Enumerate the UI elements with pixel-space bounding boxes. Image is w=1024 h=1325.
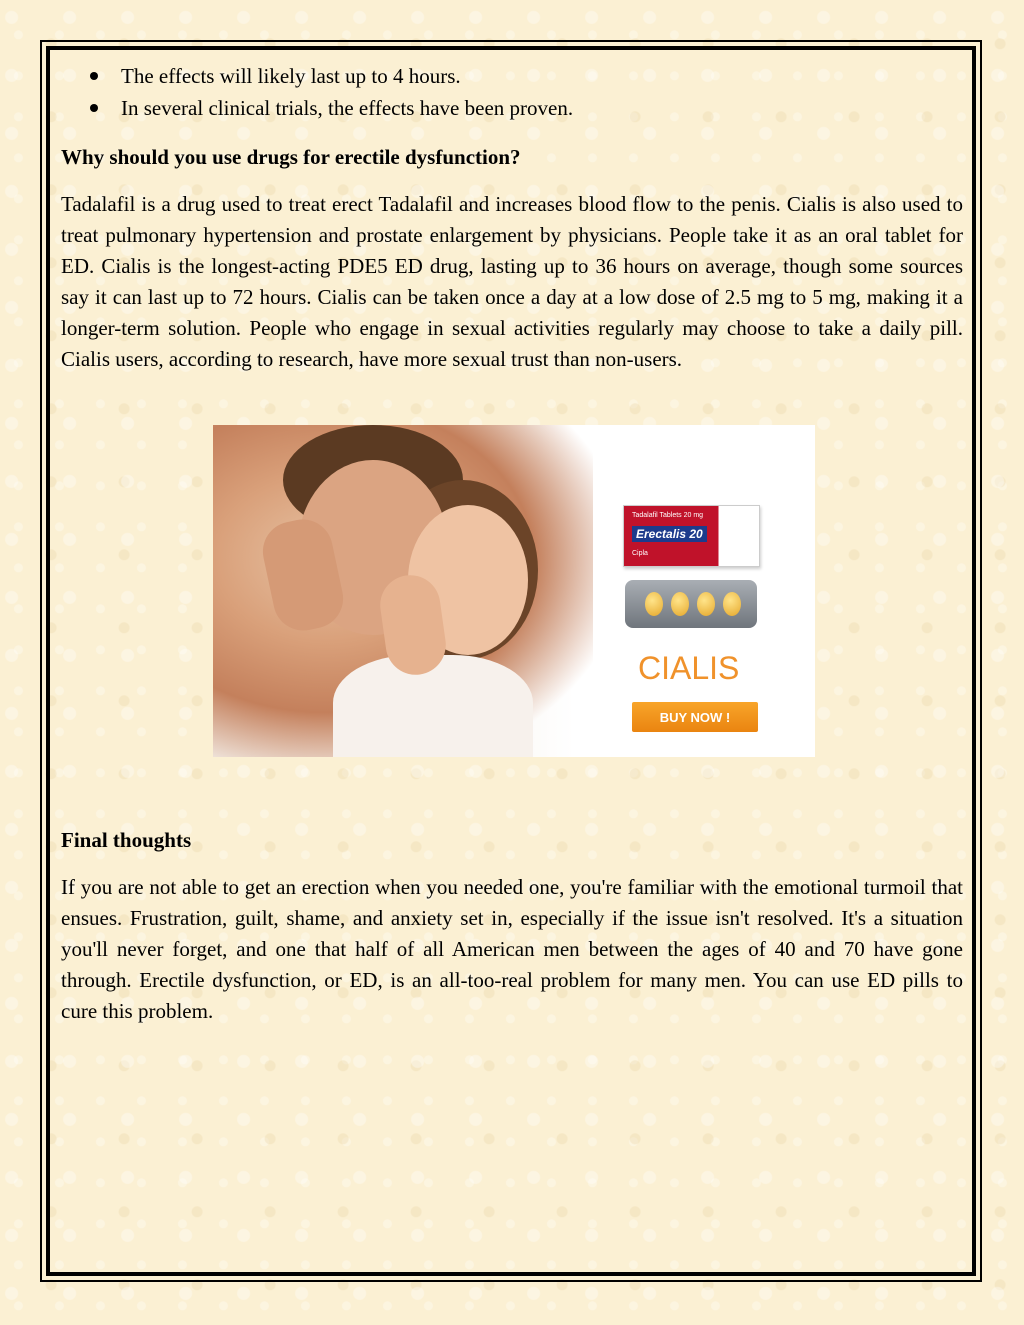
section-heading-why: Why should you use drugs for erectile dysfunction?	[61, 145, 521, 169]
pill-icon	[723, 592, 741, 616]
list-item	[61, 60, 963, 92]
section-heading-final: Final thoughts	[61, 828, 192, 852]
list-item	[61, 92, 963, 124]
couple-photo	[213, 425, 593, 757]
section-body-why: Tadalafil is a drug used to treat erect Tadalafil and increases blood flow to the penis. Cialis is also used to treat pulmonary hypertension and prostate enlargement by physicians. People take it as an oral tablet for ED. Cialis is the longest-acting PDE5 ED drug, lasting up to 36 hours on average, though some sources say it can last up to 72 hours. Cialis can be taken once a day at a low dose of 2.5 mg to 5 mg, making it a longer-term solution. People who engage in sexual activities regularly may choose to take a daily pill. Cialis users, according to research, have more sexual trust than non-users.	[61, 192, 963, 371]
section-body-final: If you are not able to get an erection when you needed one, you're familiar with the emotional turmoil that ensues. Frustration, guilt, shame, and anxiety set in, especially if the issue isn't resolved. It's a situation you'll never forget, and one that half of all American men between the ages of 40 and 70 have gone through. Erectile dysfunction, or ED, is an all-too-real problem for many men. You can use ED pills to cure this problem.	[61, 875, 963, 1023]
bullet-icon	[90, 72, 98, 80]
box-small-text: Tadalafil Tablets 20 mg	[632, 512, 704, 519]
product-box	[623, 505, 760, 567]
pill-icon	[671, 592, 689, 616]
pill-blister-pack	[625, 580, 757, 628]
bullet-text: The effects will likely last up to 4 hours.	[121, 64, 461, 88]
buy-now-button[interactable]: BUY NOW !	[632, 702, 758, 732]
product-name: CIALIS	[638, 650, 740, 686]
bullet-text: In several clinical trials, the effects have been proven.	[121, 96, 574, 120]
product-advertisement-image[interactable]	[213, 425, 815, 757]
pill-icon	[645, 592, 663, 616]
bullet-icon	[90, 104, 98, 112]
box-maker: Cipla	[632, 550, 648, 557]
box-brand: Erectalis 20	[632, 526, 707, 542]
pill-icon	[697, 592, 715, 616]
bullet-list	[61, 60, 963, 124]
